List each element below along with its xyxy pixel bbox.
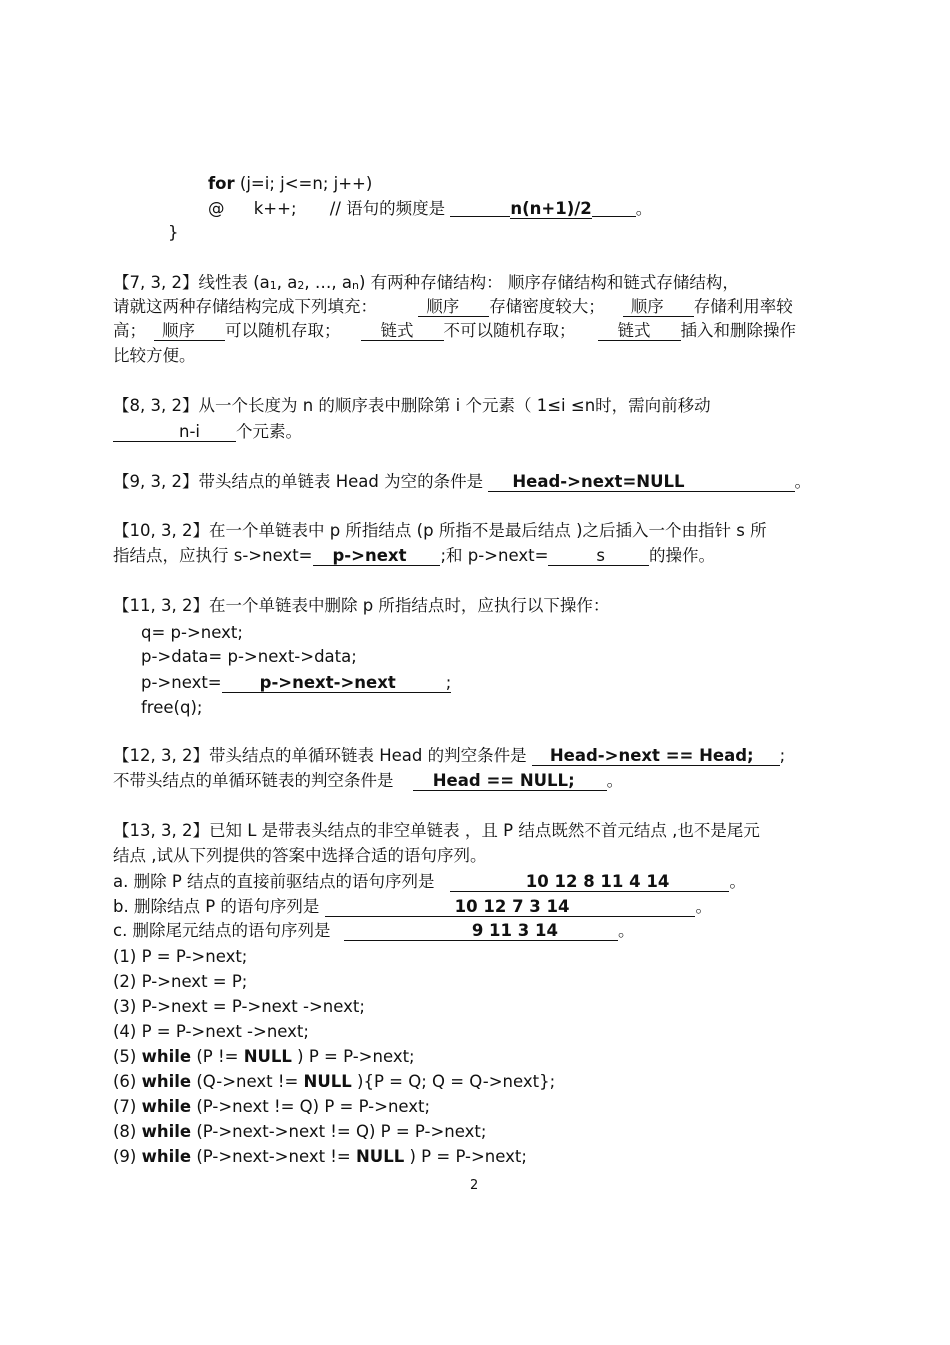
statement-option-4: (4) P = P->next ->next; xyxy=(113,1022,309,1041)
q11-code2: p->data= p->next->data; xyxy=(141,647,357,666)
answer-blank: p->next->next xyxy=(222,674,446,693)
statement-option-7: (7) while (P->next != Q) P = P->next; xyxy=(113,1097,431,1116)
q10-line2: 指结点，应执行 s->next= p->next ;和 p->next= s 的操作。 xyxy=(113,546,715,565)
q11-code3: p->next= p->next->next ; xyxy=(141,673,452,692)
answer-blank: 顺序 xyxy=(623,298,694,317)
answer-frequency: n(n+1)/2 xyxy=(510,199,592,218)
q13-option-b: b. 删除结点 P 的语句序列是 10 12 7 3 14 。 xyxy=(113,897,712,916)
q12-line2: 不带头结点的单循环链表的判空条件是 Head == NULL; 。 xyxy=(113,771,624,790)
statement-option-1: (1) P = P->next; xyxy=(113,947,248,966)
q13-option-a: a. 删除 P 结点的直接前驱结点的语句序列是 10 12 8 11 4 14 。 xyxy=(113,872,746,891)
q9-line1: 【9, 3, 2】带头结点的单链表 Head 为空的条件是 Head->next=NULL 。 xyxy=(113,472,812,491)
page-number: 2 xyxy=(470,1178,479,1193)
code-stmt-line: @ k++; // 语句的频度是 n(n+1)/2 。 xyxy=(208,199,653,218)
answer-blank: 顺序 xyxy=(154,322,225,341)
code-for-line: for (j=i; j<=n; j++) xyxy=(208,174,373,193)
statement-option-2: (2) P->next = P; xyxy=(113,972,248,991)
answer-blank: 链式 xyxy=(598,322,681,341)
answer-blank: 10 12 8 11 4 14 xyxy=(450,873,730,892)
q12-line1: 【12, 3, 2】带头结点的单循环链表 Head 的判空条件是 Head->next == Head; ; xyxy=(113,746,786,765)
statement-option-8: (8) while (P->next->next != Q) P = P->next; xyxy=(113,1122,487,1141)
answer-blank: 9 11 3 14 xyxy=(344,922,618,941)
q7-line1: 【7, 3, 2】线性表 (a1, a2, …, an) 有两种存储结构： 顺序存储结构和链式存储结构， xyxy=(113,273,739,292)
answer-blank: Head->next == Head; xyxy=(532,747,780,766)
answer-blank: 链式 xyxy=(361,322,444,341)
statement-option-6: (6) while (Q->next != NULL ){P = Q; Q = Q->next}; xyxy=(113,1072,556,1091)
answer-blank: p->next xyxy=(313,547,441,566)
q7-line2: 请就这两种存储结构完成下列填充： 顺序 存储密度较大； 顺序 存储利用率较 xyxy=(113,297,793,316)
q11-line1: 【11, 3, 2】在一个单链表中删除 p 所指结点时，应执行以下操作： xyxy=(113,596,610,615)
answer-blank: 10 12 7 3 14 xyxy=(325,898,696,917)
answer-blank: n-i xyxy=(113,423,236,442)
q11-code4: free(q); xyxy=(141,698,203,717)
answer-blank: Head->next=NULL xyxy=(488,473,794,492)
q7-line3: 高； 顺序 可以随机存取； 链式 不可以随机存取； 链式 插入和删除操作 xyxy=(113,321,796,340)
q10-line1: 【10, 3, 2】在一个单链表中 p 所指结点 (p 所指不是最后结点 )之后插入一个由指针 s 所 xyxy=(113,521,767,540)
answer-blank: 顺序 xyxy=(418,298,489,317)
q13-line1: 【13, 3, 2】已知 L 是带表头结点的非空单链表 ，且 P 结点既然不首元结点 ,也不是尾元 xyxy=(113,821,760,840)
q13-line2: 结点 ,试从下列提供的答案中选择合适的语句序列。 xyxy=(113,846,487,865)
for-keyword: for xyxy=(208,174,235,193)
statement-option-3: (3) P->next = P->next ->next; xyxy=(113,997,365,1016)
answer-blank: s xyxy=(548,547,649,566)
q8-line1: 【8, 3, 2】从一个长度为 n 的顺序表中删除第 i 个元素（ 1≤i ≤n时，需向前移动 xyxy=(113,396,711,415)
code-brace: } xyxy=(168,223,179,242)
q8-line2: n-i 个元素。 xyxy=(113,421,302,443)
q7-line4: 比较方便。 xyxy=(113,346,196,365)
statement-option-5: (5) while (P != NULL ) P = P->next; xyxy=(113,1047,415,1066)
statement-option-9: (9) while (P->next->next != NULL ) P = P->next; xyxy=(113,1147,527,1166)
q11-code1: q= p->next; xyxy=(141,623,243,642)
answer-blank: Head == NULL; xyxy=(413,772,607,791)
q13-option-c: c. 删除尾元结点的语句序列是 9 11 3 14 。 xyxy=(113,921,635,940)
